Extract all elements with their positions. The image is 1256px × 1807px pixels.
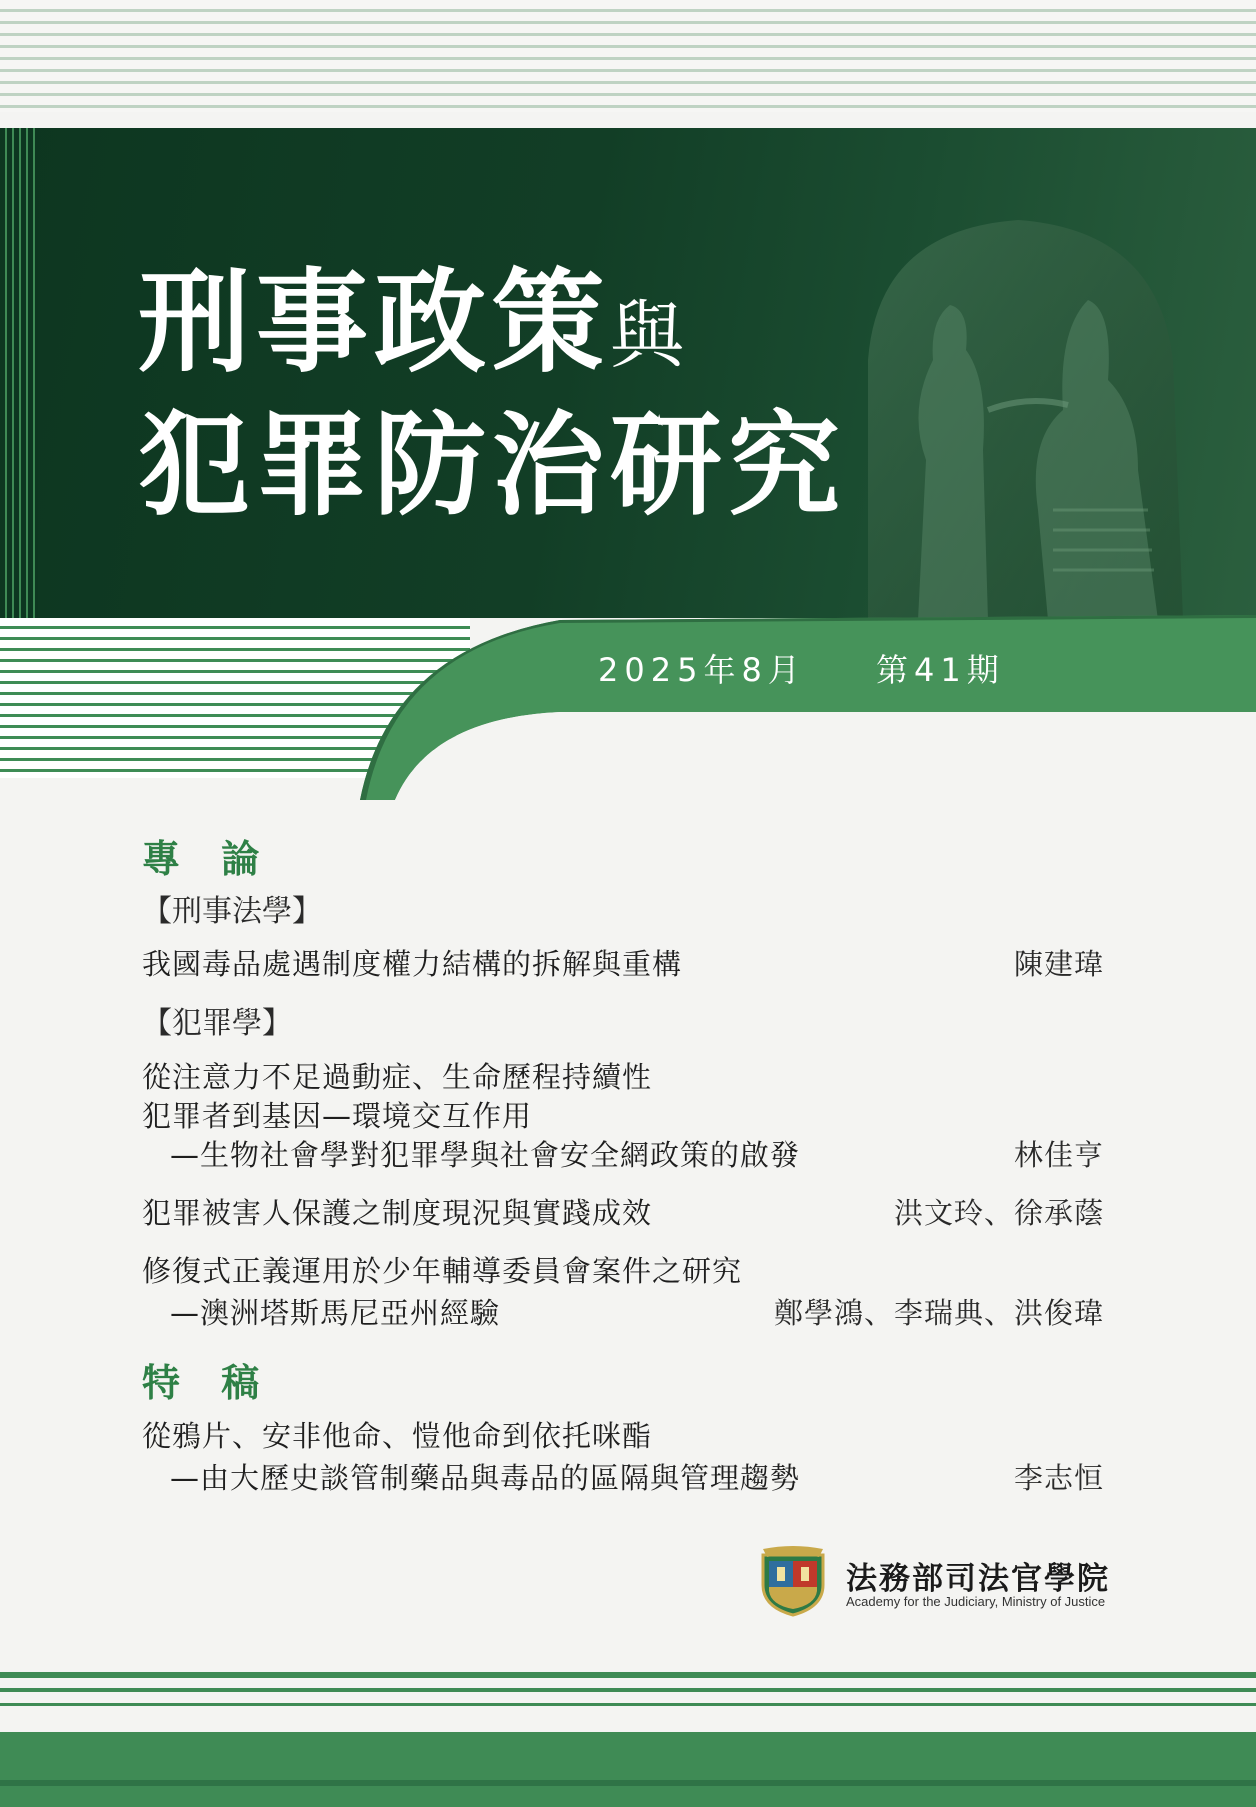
title-line1: 刑事政策 <box>138 258 610 388</box>
publisher-name-en: Academy for the Judiciary, Ministry of Justice <box>846 1594 1106 1609</box>
article-title: 修復式正義運用於少年輔導委員會案件之研究 <box>142 1254 743 1288</box>
article-title: 犯罪被害人保護之制度現況與實踐成效 <box>142 1196 653 1230</box>
issue-number: 第41期 <box>875 651 1005 689</box>
publisher-name: 法務部司法官學院 <box>846 1561 1110 1597</box>
article-subtitle: —澳洲塔斯馬尼亞州經驗 <box>170 1296 501 1330</box>
academy-emblem-icon <box>757 1545 829 1617</box>
header-band-lines <box>0 128 38 618</box>
bottom-stripes <box>0 1672 1256 1807</box>
issue-info <box>598 645 1005 691</box>
category-criminology: 【犯罪學】 <box>142 1006 292 1041</box>
article-author: 李志恒 <box>1013 1461 1104 1495</box>
article-title: 從鴉片、安非他命、愷他命到依托咪酯 <box>142 1419 653 1453</box>
article-author: 鄭學鴻、李瑞典、洪俊瑋 <box>773 1296 1104 1330</box>
section-heading-special-topics: 專 論 <box>142 837 274 881</box>
journal-title <box>138 258 846 531</box>
section-heading-feature: 特 稿 <box>142 1361 274 1405</box>
issue-band <box>0 600 1256 800</box>
title-line2: 犯罪防治研究 <box>138 401 846 531</box>
article-subtitle: —生物社會學對犯罪學與社會安全網政策的啟發 <box>170 1138 801 1172</box>
article-title-continued: 犯罪者到基因—環境交互作用 <box>142 1099 533 1133</box>
article-author: 林佳亨 <box>1013 1138 1104 1172</box>
article-title: 從注意力不足過動症、生命歷程持續性 <box>142 1060 653 1094</box>
article-author: 洪文玲、徐承蔭 <box>893 1196 1104 1230</box>
article-author: 陳建瑋 <box>1013 947 1104 981</box>
issue-date: 2025年8月 <box>598 651 806 689</box>
title-connector: 與 <box>610 293 684 379</box>
top-stripes <box>0 0 1256 112</box>
category-criminal-law: 【刑事法學】 <box>142 894 322 929</box>
article-title: 我國毒品處遇制度權力結構的拆解與重構 <box>142 947 683 981</box>
article-subtitle: —由大歷史談管制藥品與毒品的區隔與管理趨勢 <box>170 1461 801 1495</box>
stele-relief-icon <box>838 210 1198 620</box>
